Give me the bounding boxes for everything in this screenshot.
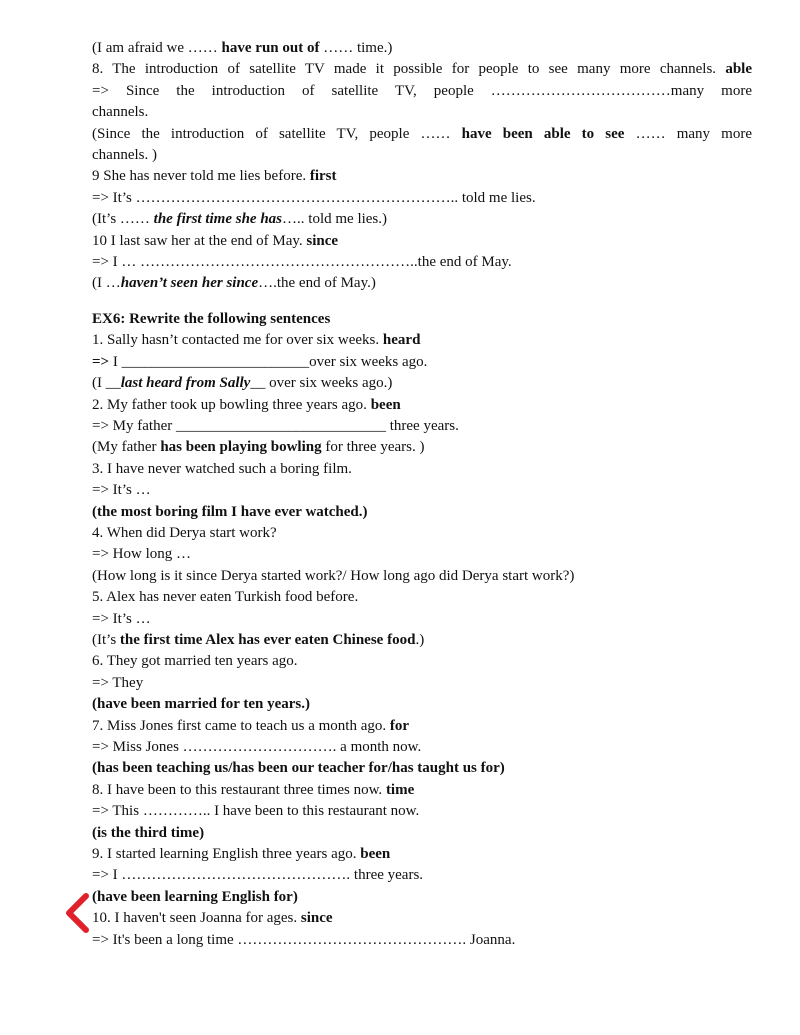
text-run: (How long is it since Derya started work?/ How long ago did Derya start work?) xyxy=(92,567,575,584)
text-run: => They xyxy=(92,674,144,691)
text-run: (It’s xyxy=(92,631,120,648)
text-line xyxy=(92,416,752,437)
text-line xyxy=(92,102,752,123)
section-gap xyxy=(92,295,752,309)
text-run: => Since the introduction of satellite TV, people ………………………………many more xyxy=(92,82,752,99)
text-line xyxy=(92,352,752,373)
text-line xyxy=(92,166,752,187)
text-line xyxy=(92,780,752,801)
emphasized-text: EX6: Rewrite the following sentences xyxy=(92,310,331,327)
emphasized-text: been xyxy=(360,846,391,863)
emphasized-text: since xyxy=(306,232,339,249)
text-run: ….the end of May.) xyxy=(258,275,376,292)
text-run: => How long … xyxy=(92,546,192,563)
text-line xyxy=(92,209,752,230)
text-run: 1. Sally hasn’t contacted me for over six weeks. xyxy=(92,332,383,349)
text-line xyxy=(92,273,752,294)
emphasized-text: (has been teaching us/has been our teacher for/has taught us for) xyxy=(92,760,505,777)
text-run: 7. Miss Jones first came to teach us a month ago. xyxy=(92,717,390,734)
text-run: channels. xyxy=(92,104,149,121)
emphasized-text: has been playing bowling xyxy=(160,439,322,456)
text-line xyxy=(92,737,752,758)
text-run: 2. My father took up bowling three years ago. xyxy=(92,396,371,413)
text-line xyxy=(92,38,752,59)
text-run: (I … xyxy=(92,275,121,292)
text-run: => This ………….. I have been to this restaurant now. xyxy=(92,803,420,820)
document-body xyxy=(92,38,752,951)
text-line xyxy=(92,801,752,822)
text-run: 10 I last saw her at the end of May. xyxy=(92,232,307,249)
emphasized-text: for xyxy=(389,717,410,734)
emphasized-text: last heard from Sally xyxy=(120,375,251,392)
text-run: 4. When did Derya start work? xyxy=(92,524,277,541)
text-run: I _________________________over six weeks ago. xyxy=(109,353,428,370)
text-run: __ over six weeks ago.) xyxy=(250,375,393,392)
text-run: => It's been a long time ………………………………………. Joanna. xyxy=(92,931,516,948)
text-run: => It’s ……………………………………………………….. told me lies. xyxy=(92,189,536,206)
emphasized-text: (have been learning English for) xyxy=(92,888,298,905)
text-line xyxy=(92,81,752,102)
emphasized-text: (have been married for ten years.) xyxy=(92,696,310,713)
emphasized-text: the first time Alex has ever eaten Chinese food xyxy=(119,631,416,648)
emphasized-text: (the most boring film I have ever watched.) xyxy=(92,503,368,520)
text-run: => My father ____________________________ three years. xyxy=(92,417,459,434)
text-run: => Miss Jones …………………………. a month now. xyxy=(92,739,422,755)
text-line xyxy=(92,459,752,480)
text-run: 9 She has never told me lies before. xyxy=(92,168,310,185)
text-run: 10. I haven't seen Joanna for ages. xyxy=(92,910,301,927)
text-line xyxy=(92,908,752,929)
emphasized-text: time xyxy=(385,781,415,798)
emphasized-text: able xyxy=(725,61,752,78)
text-line xyxy=(92,758,752,779)
emphasized-text: since xyxy=(300,910,333,927)
emphasized-text: have been able to see xyxy=(461,125,625,142)
text-line xyxy=(92,502,752,523)
text-line xyxy=(92,544,752,565)
text-line xyxy=(92,694,752,715)
emphasized-text: heard xyxy=(382,332,421,349)
emphasized-text: first xyxy=(309,168,337,185)
text-line xyxy=(92,523,752,544)
text-run: 3. I have never watched such a boring film. xyxy=(92,460,352,477)
text-line xyxy=(92,823,752,844)
text-line xyxy=(92,651,752,672)
emphasized-text: (is the third time) xyxy=(92,824,205,841)
emphasized-text: have run out of xyxy=(221,40,320,56)
emphasized-text: => xyxy=(92,353,110,370)
text-run: => I … ………………………………………………..the end of May. xyxy=(92,254,512,271)
text-line xyxy=(92,330,752,351)
text-line xyxy=(92,844,752,865)
text-run: 8. I have been to this restaurant three times now. xyxy=(92,781,386,798)
text-line xyxy=(92,309,752,330)
text-line xyxy=(92,930,752,951)
text-line xyxy=(92,587,752,608)
text-run: => I ………………………………………. three years. xyxy=(92,867,424,884)
text-run: => It’s … xyxy=(92,610,151,627)
text-run: 8. The introduction of satellite TV made it possible for people to see many more channels. xyxy=(92,61,726,78)
text-line xyxy=(92,373,752,394)
text-line xyxy=(92,865,752,886)
red-chevron-mark xyxy=(64,893,90,933)
text-run: 6. They got married ten years ago. xyxy=(92,653,298,670)
text-run: 5. Alex has never eaten Turkish food before. xyxy=(92,589,359,606)
text-run: (It’s …… xyxy=(92,211,154,228)
text-line xyxy=(92,630,752,651)
text-run: (I __ xyxy=(92,375,121,392)
text-run: (Since the introduction of satellite TV, people …… xyxy=(92,125,462,142)
text-run: => It’s … xyxy=(92,482,151,499)
text-run: …… time.) xyxy=(319,40,393,56)
text-run: …… many more xyxy=(624,125,752,142)
text-line xyxy=(92,437,752,458)
emphasized-text: been xyxy=(370,396,401,413)
text-line xyxy=(92,716,752,737)
text-run: (I am afraid we …… xyxy=(92,40,222,56)
text-line xyxy=(92,480,752,501)
text-line xyxy=(92,252,752,273)
text-line xyxy=(92,124,752,145)
text-line xyxy=(92,887,752,908)
text-line xyxy=(92,59,752,80)
text-line xyxy=(92,609,752,630)
text-line xyxy=(92,395,752,416)
text-run: ….. told me lies.) xyxy=(282,211,388,228)
text-run: channels. ) xyxy=(92,147,157,164)
text-run: 9. I started learning English three years ago. xyxy=(92,846,361,863)
text-run: (My father xyxy=(92,439,161,456)
text-run: .) xyxy=(415,631,425,648)
emphasized-text: the first time she has xyxy=(153,211,283,228)
text-run: for three years. ) xyxy=(321,439,425,456)
text-line xyxy=(92,566,752,587)
text-line xyxy=(92,673,752,694)
text-line xyxy=(92,188,752,209)
text-line xyxy=(92,145,752,166)
text-line xyxy=(92,231,752,252)
emphasized-text: haven’t seen her since xyxy=(120,275,259,292)
